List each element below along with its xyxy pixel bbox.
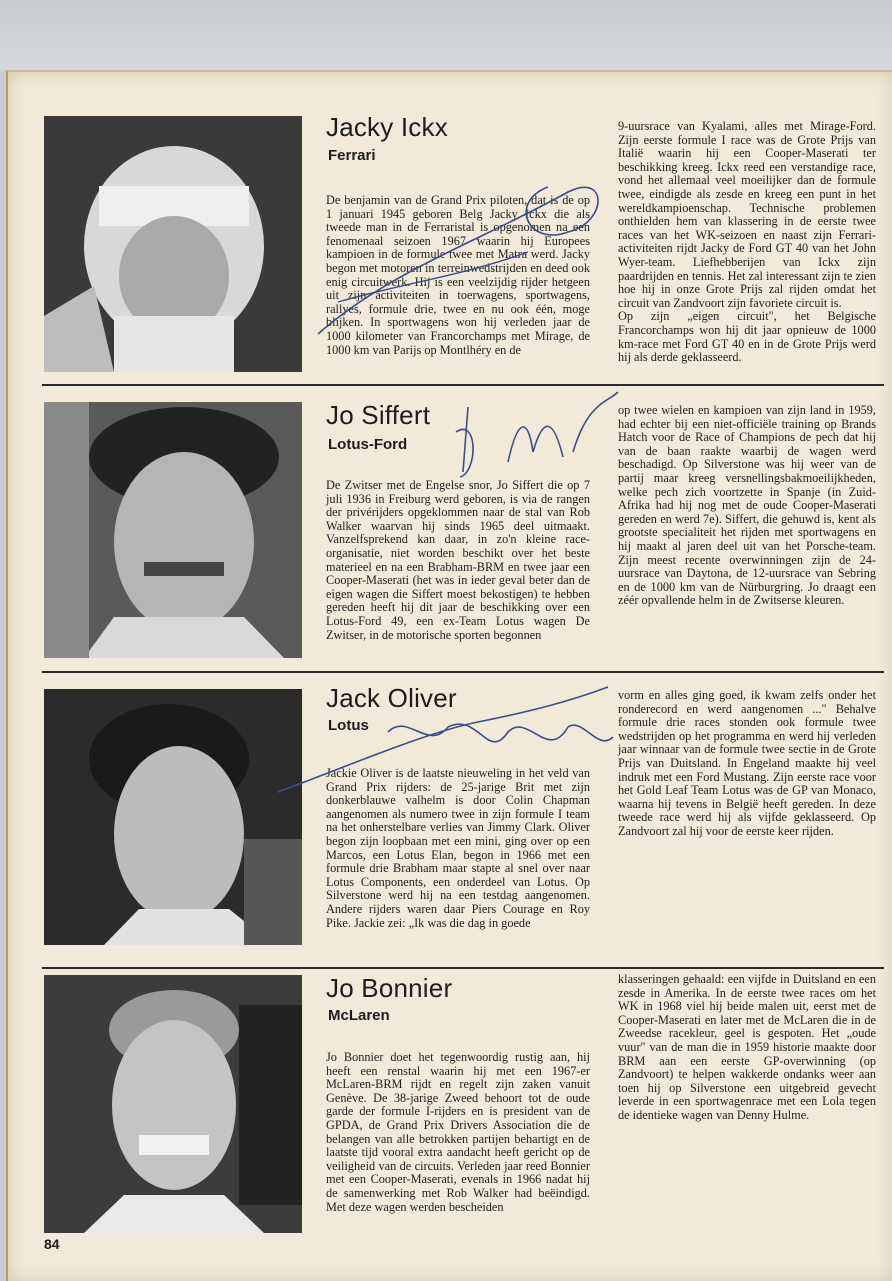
bio-left-column: Jo Bonnier doet het tegenwoordig rustig aan, hij heeft een renstal waarin hij met een 1967-er McLaren-BRM rijdt en regelt zijn zaken vanuit Genève. De 38-jarige Zweed behoort tot de oude garde der formule I-rijders en is president van de GPDA, de Grand Prix Drivers Association die de belangen van alle betrokken partijen behartigt en de laatste tijd vooral extra aandacht heeft gericht op de veiligheid van de circuits. Verleden jaar reed Bonnier met een Cooper-Maserati, evenals in 1966 nadat hij de samenwerking met Rob Walker had beëindigd. Met deze wagen werden bescheiden xyxy=(326,1050,590,1214)
page-number: 84 xyxy=(44,1236,60,1252)
bio-right-column: vorm en alles ging goed, ik kwam zelfs onder het ronderecord en werd aangenomen ..." Behalve formule drie races stonden ook formule twee wedstrijden op het programma en werd hij verleden jaar winnaar van de formule twee sectie in de Grote Prijs van Duitsland. In Engeland maakte hij veel indruk met een Ford Mustang. Zijn eerste race voor het Gold Leaf Team Lotus was de GP van Monaco, waarna hij tevens in België heeft gereden. In deze tweede race werd hij als vijfde geklasseerd. Op Zandvoort zal hij voor de eerste keer rijden. xyxy=(618,688,876,838)
bio-right-column: klasseringen gehaald: een vijfde in Duitsland en een zesde in Amerika. In de eerste twee races om het WK in 1968 viel hij beide malen uit, eerst met de Cooper-Maserati en later met de McLaren die in de Zweedse racekleur, geel is gespoten. Het „oude vuur" van de man die in 1959 historie maakte door BRM aan een eerste GP-overwinning (op Zandvoort) te helpen wakkerde ondanks weer aan toen hij op Silverstone een uitgebreid gevecht leverde in een sportwagenrace met een Lola tegen de identieke wagen van Denny Hulme. xyxy=(618,972,876,1122)
driver-name: Jack Oliver xyxy=(326,683,457,713)
driver-section-bonnier xyxy=(8,971,892,1281)
driver-name: Jacky Ickx xyxy=(326,112,448,142)
driver-photo-ickx xyxy=(44,116,302,372)
bio-right-column: 9-uursrace van Kyalami, alles met Mirage-Ford. Zijn eerste formule I race was de Grote Prijs van Italië waarin hij een Cooper-Maserati ter beschikking kreeg. Ickx reed een verstandige race, vond het allemaal veel moeilijker dan de formule twee, eindigde als zesde en kreeg een punt in het wereldkampioenschap. Technische problemen onthielden hem van klassering in de eerste twee races van het WK-seizoen en naast zijn Ferrari-activiteiten rijdt Jacky de Ford GT 40 van het John Wyer-team. Liefhebberijen van Ickx zijn paardrijden en tennis. Het zal interessant zijn te zien hoe hij in onze Grote Prijs zal rijden omdat het circuit van Zandvoort zijn favoriete circuit is. Op zijn „eigen circuit", het Belgische Francorchamps won hij dit jaar opnieuw de 1000 km-race met Ford GT 40 en in de Grote Prijs werd hij als derde geklasseerd. xyxy=(618,119,876,365)
bio-left-column: Jackie Oliver is de laatste nieuweling in het veld van Grand Prix rijders: de 25-jarige Brit met zijn donkerblauwe valhelm is door Colin Chapman aangenomen als numero twee in zijn formule I team na het onherstelbare verlies van Jimmy Clark. Oliver begon zijn loopbaan met een mini, ging over op een Marcos, een Lotus Elan, begon in 1966 met een formule drie Brabham maar stapte al snel over naar Lotus Components, een onderdeel van Lotus. Op Silverstone werd hij na een testdag aangenomen. Andere rijders waren daar Piers Courage en Roy Pike. Jackie zei: „Ik was die dag in goede xyxy=(326,766,590,930)
scanner-background xyxy=(0,0,892,70)
driver-team: Lotus-Ford xyxy=(328,436,408,453)
driver-photo-bonnier xyxy=(44,975,302,1233)
driver-section-ickx xyxy=(8,72,892,382)
driver-photo-oliver xyxy=(44,689,302,945)
driver-name: Jo Bonnier xyxy=(326,973,453,1003)
driver-section-siffert xyxy=(8,388,892,668)
bio-left-column: De Zwitser met de Engelse snor, Jo Siffert die op 7 juli 1936 in Freiburg werd geboren, is via de rangen der privérijders opgeklommen naar de stal van Rob Walker waarvan hij sinds 1965 deel uitmaakt. Vanzelfsprekend kan daar, in zo'n kleine race-organisatie, niet worden beschikt over het beste materieel en na een Brabham-BRM en twee jaar een Cooper-Maserati (het was in ieder geval beter dan de eigen wagen die Siffert moest bekostigen) te hebben gereden heeft hij dit jaar de beschikking over een Lotus-Ford 49, een ex-Team Lotus wagen De Zwitser, in de motorische sporten begonnen xyxy=(326,478,590,642)
driver-team: Lotus xyxy=(328,717,369,734)
bio-left-column: De benjamin van de Grand Prix piloten, dat is de op 1 januari 1945 geboren Belg Jacky Ickx die als tweede man in de Ferraristal is opgenomen na een fenomenaal seizoen 1967 waarin hij Europees kampioen in de formule twee met Matra werd. Jacky begon met motoren in terreinwedstrijden en deed ook enig circuitwerk. Hij is een veelzijdig rijder hetgeen uit zijn activiteiten in toerwagens, sportwagens, rallyes, formule drie, twee en nu ook één, moge blijken. In sportwagens won hij verleden jaar de 1000 kilometer van Francorchamps met Mirage, de 1000 km van Parijs op Montlhéry en de xyxy=(326,193,590,357)
driver-team: McLaren xyxy=(328,1007,390,1024)
section-divider xyxy=(42,384,884,386)
driver-team: Ferrari xyxy=(328,147,376,164)
magazine-page xyxy=(6,70,892,1281)
bio-right-column: op twee wielen en kampioen van zijn land in 1959, had echter bij een niet-officiële training op Brands Hatch voor de Race of Champions de pech dat hij van de baan raakte waarbij de wagen werd beschadigd. Op Silverstone was hij weer van de partij maar kreeg versnellingsbakmoeilijkheden, welke pech zich voortzette in Spanje (in Zuid-Afrika had hij nog met de oude Cooper-Maserati gereden en werd 7e). Siffert, die gehuwd is, kent als grootste specialiteit het rijden met sportwagens en hij maakt al jaren deel uit van het Porsche-team. Zijn meest recente overwinningen zijn de 24-uursrace van Daytona, de 12-uursrace van Sebring en de 1000 km van de Nürburgring. Jo draagt een zéér opvallende helm in de Zwitserse kleuren. xyxy=(618,403,876,608)
driver-photo-siffert xyxy=(44,402,302,658)
driver-name: Jo Siffert xyxy=(326,400,431,430)
section-divider xyxy=(42,967,884,969)
section-divider xyxy=(42,671,884,673)
driver-section-oliver xyxy=(8,675,892,965)
